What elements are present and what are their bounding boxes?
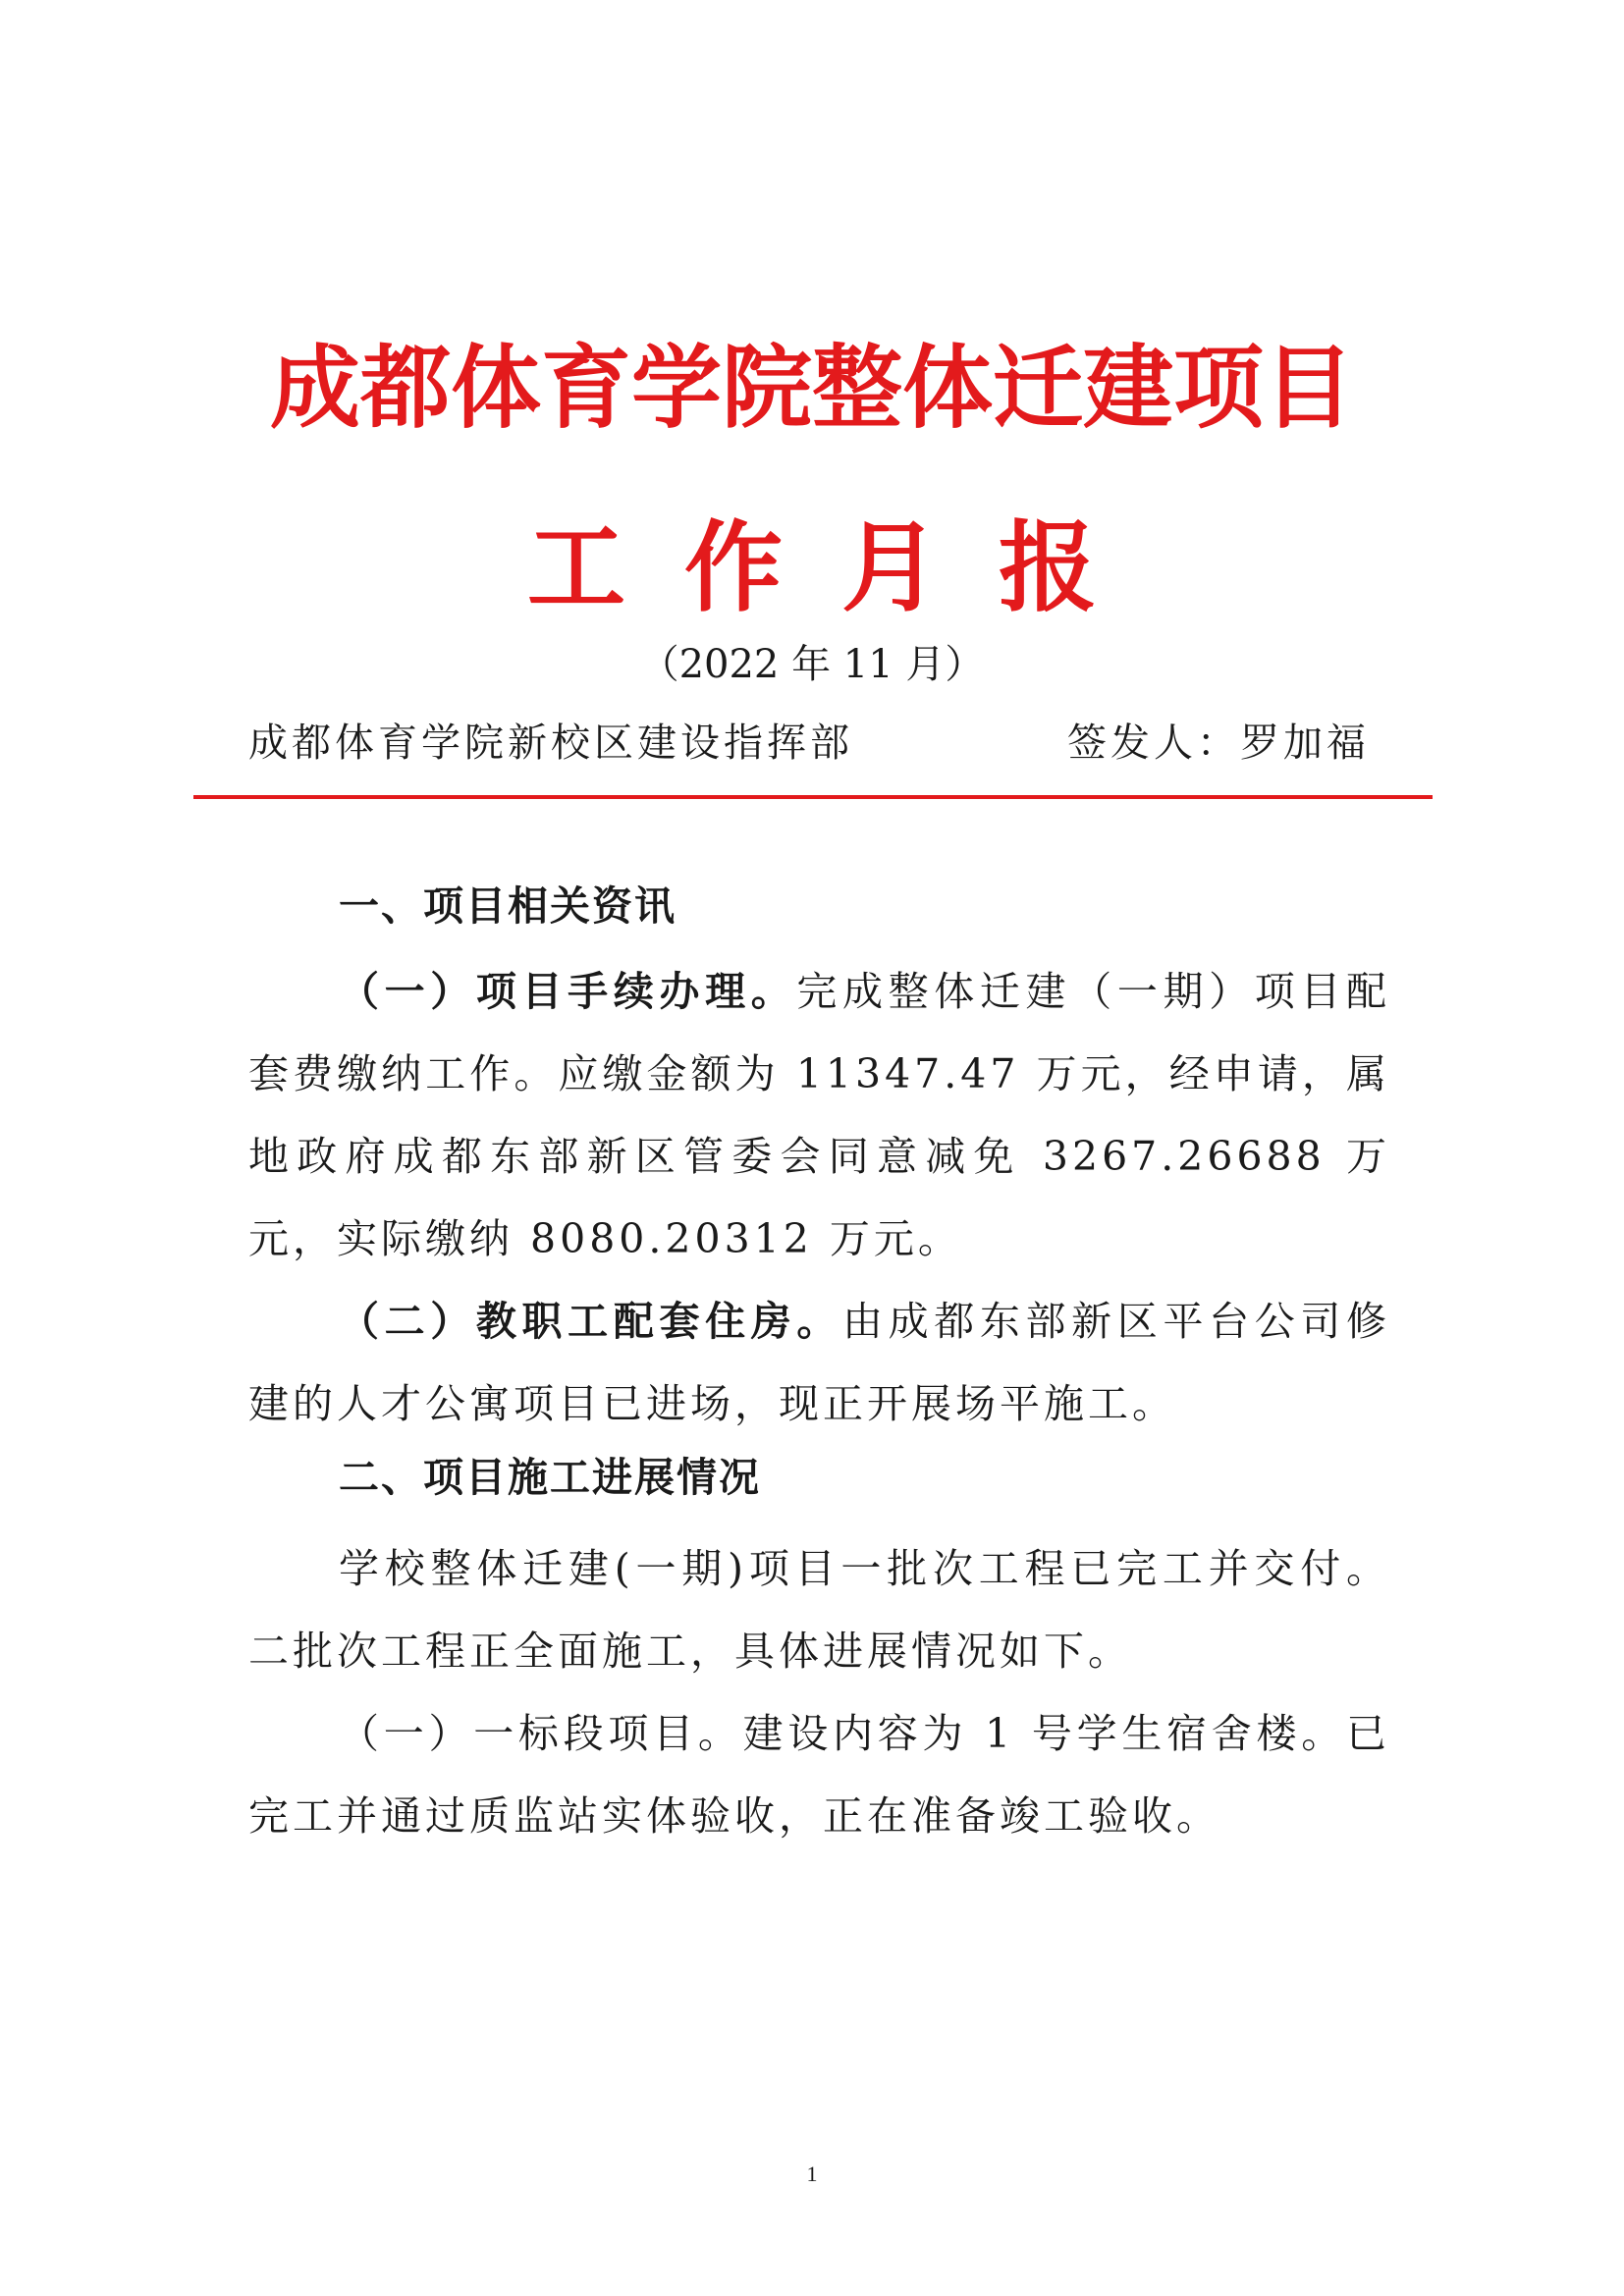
section-2-paragraph-1: 学校整体迁建(一期)项目一批次工程已完工并交付。二批次工程正全面施工，具体进展情况如下。	[248, 1545, 1390, 1675]
page-number: 1	[806, 2162, 818, 2186]
section-1-heading: 一、项目相关资讯	[339, 882, 677, 930]
report-title-line2: 工作月报	[527, 510, 1156, 625]
issuer-signatory: 签发人：罗加福	[1067, 721, 1370, 766]
section-1-paragraph-1-lead: （一）项目手续办理。	[339, 968, 797, 1015]
section-1-paragraph-2-text: 由成都东部新区平台公司修建的人才公寓项目已进场，现正开展场平施工。	[248, 1298, 1390, 1427]
section-1-paragraph-2	[248, 1280, 1390, 1445]
issuer-organization: 成都体育学院新校区建设指挥部	[248, 721, 853, 766]
red-divider	[193, 795, 1433, 799]
section-1-paragraph-1-text: 完成整体迁建（一期）项目配套费缴纳工作。应缴金额为 11347.47 万元，经申请，属地政府成都东部新区管委会同意减免 3267.26688 万元，实际缴纳 8080.20312 万元。	[248, 968, 1391, 1262]
section-2-heading: 二、项目施工进展情况	[339, 1454, 761, 1501]
section-2-paragraph-2: （一）一标段项目。建设内容为 1 号学生宿舍楼。已完工并通过质监站实体验收，正在准备竣工验收。	[248, 1710, 1390, 1840]
report-date: （2022 年 11 月）	[639, 642, 985, 687]
report-title-line1: 成都体育学院整体迁建项目	[269, 336, 1354, 441]
section-1-paragraph-2-lead: （二）教职工配套住房。	[339, 1298, 842, 1345]
section-1-paragraph-1	[248, 950, 1390, 1280]
